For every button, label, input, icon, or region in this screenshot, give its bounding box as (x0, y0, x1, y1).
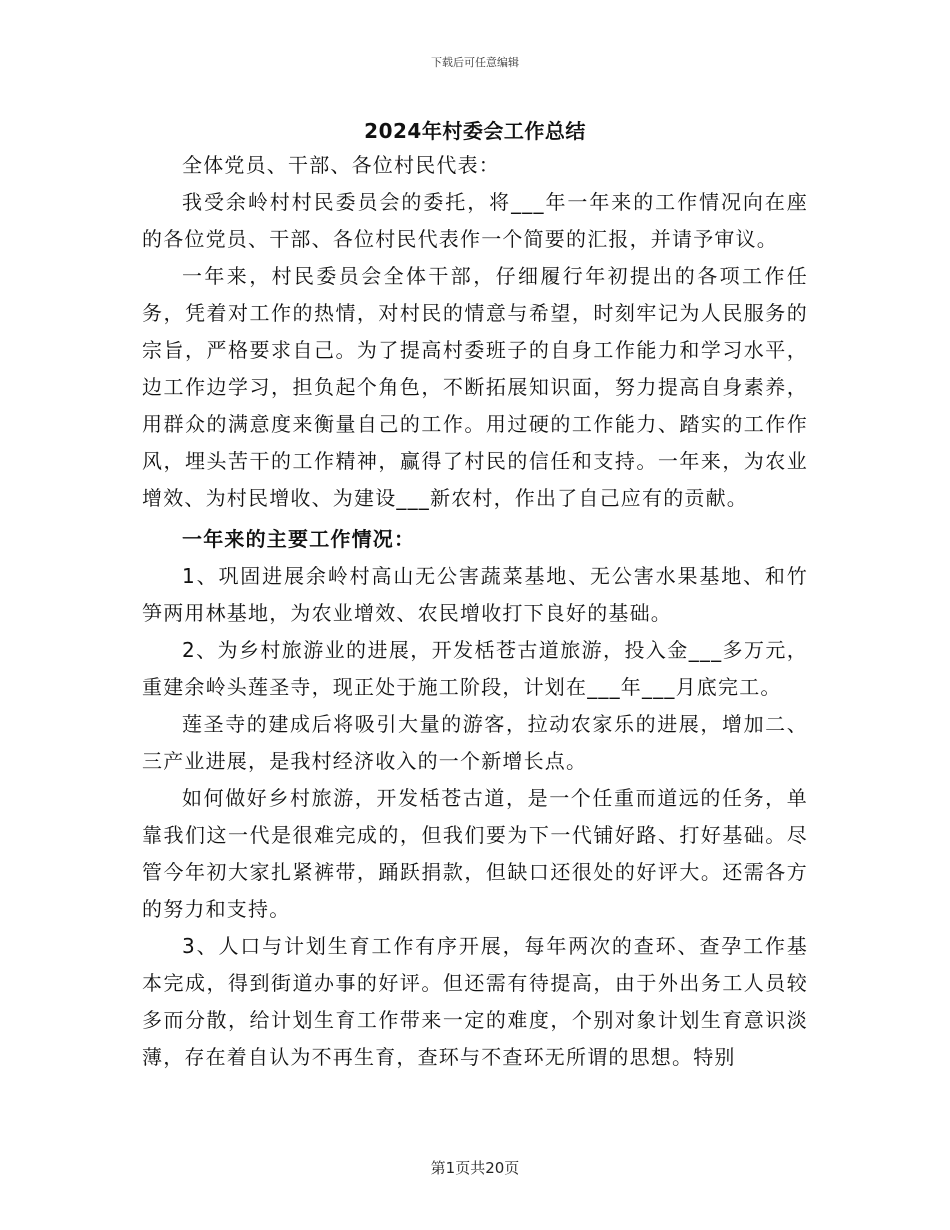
section-paragraph: 莲圣寺的建成后将吸引大量的游客，拉动农家乐的进展，增加二、三产业进展，是我村经济收入的一个新增长点。 (142, 712, 808, 773)
body-paragraph: 我受余岭村村民委员会的委托，将___年一年来的工作情况向在座的各位党员、干部、各位村民代表作一个简要的汇报，并请予审议。 (142, 190, 808, 251)
document-body (142, 147, 808, 1076)
page-footer-number: 第1页共20页 (430, 1159, 520, 1177)
document-title: 2024年村委会工作总结 (364, 119, 586, 143)
section-heading: 一年来的主要工作情况： (182, 527, 416, 551)
section-paragraph: 3、人口与计划生育工作有序开展，每年两次的查环、查孕工作基本完成，得到街道办事的好评。但还需有待提高，由于外出务工人员较多而分散，给计划生育工作带来一定的难度，个别对象计划生育意识淡薄，存在着自认为不再生育，查环与不查环无所谓的思想。特别 (142, 934, 808, 1069)
section-paragraph: 如何做好乡村旅游，开发栝苍古道，是一个任重而道远的任务，单靠我们这一代是很难完成的，但我们要为下一代铺好路、打好基础。尽管今年初大家扎紧裤带，踊跃捐款，但缺口还很处的好评大。还需各方的努力和支持。 (142, 786, 808, 921)
section-paragraph: 1、巩固进展余岭村高山无公害蔬菜基地、无公害水果基地、和竹笋两用林基地，为农业增效、农民增收打下良好的基础。 (142, 564, 808, 625)
body-paragraph: 一年来，村民委员会全体干部，仔细履行年初提出的各项工作任务，凭着对工作的热情，对村民的情意与希望，时刻牢记为人民服务的宗旨，严格要求自己。为了提高村委班子的自身工作能力和学习水平，边工作边学习，担负起个角色，不断拓展知识面，努力提高自身素养，用群众的满意度来衡量自己的工作。用过硬的工作能力、踏实的工作作风，埋头苦干的工作精神，赢得了村民的信任和支持。一年来，为农业增效、为村民增收、为建设___新农村，作出了自己应有的贡献。 (142, 264, 808, 510)
section-paragraph: 2、为乡村旅游业的进展，开发栝苍古道旅游，投入金___多万元，重建余岭头莲圣寺，现正处于施工阶段，计划在___年___月底完工。 (142, 638, 808, 699)
page-header-note: 下载后可任意编辑 (431, 56, 519, 69)
greeting-line: 全体党员、干部、各位村民代表： (182, 153, 500, 177)
